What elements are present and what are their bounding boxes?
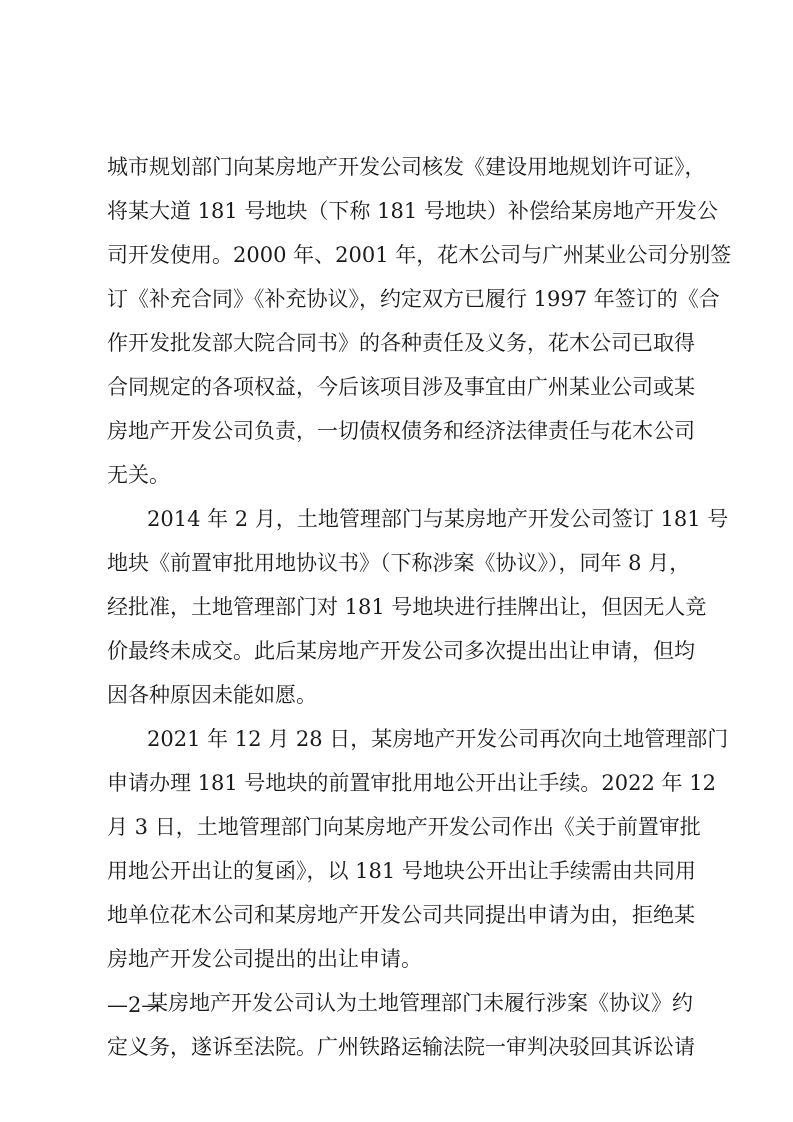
text-line: 房地产开发公司提出的出让申请。 bbox=[107, 947, 422, 971]
text-line: 作开发批发部大院合同书》的各种责任及义务，花木公司已取得 bbox=[107, 331, 695, 355]
text-line: 因各种原因未能如愿。 bbox=[107, 683, 317, 707]
text-line: 定义务，遂诉至法院。广州铁路运输法院一审判决驳回其诉讼请 bbox=[107, 1035, 695, 1059]
text-line: 用地公开出让的复函》，以 181 号地块公开出让手续需由共同用 bbox=[107, 859, 696, 883]
text-line: 2014 年 2 月，土地管理部门与某房地产开发公司签订 181 号 bbox=[147, 507, 729, 531]
text-line: 申请办理 181 号地块的前置审批用地公开出让手续。2022 年 12 bbox=[107, 771, 716, 795]
text-line: 地块《前置审批用地协议书》（下称涉案《协议》），同年 8 月， bbox=[107, 551, 691, 575]
text-line: 2021 年 12 月 28 日，某房地产开发公司再次向土地管理部门 bbox=[147, 727, 729, 751]
text-line: 地单位花木公司和某房地产开发公司共同提出申请为由，拒绝某 bbox=[107, 903, 695, 927]
text-line: 房地产开发公司负责，一切债权债务和经济法律责任与花木公司 bbox=[107, 419, 695, 443]
text-line: 无关。 bbox=[107, 463, 170, 487]
text-line: 经批准，土地管理部门对 181 号地块进行挂牌出让，但因无人竞 bbox=[107, 595, 707, 619]
page-number: —2— bbox=[107, 993, 163, 1017]
text-line: 订《补充合同》《补充协议》，约定双方已履行 1997 年签订的《合 bbox=[107, 287, 720, 311]
text-line: 城市规划部门向某房地产开发公司核发《建设用地规划许可证》， bbox=[107, 155, 706, 179]
text-line: 某房地产开发公司认为土地管理部门未履行涉案《协议》约 bbox=[147, 991, 693, 1015]
text-line: 月 3 日，土地管理部门向某房地产开发公司作出《关于前置审批 bbox=[107, 815, 701, 839]
text-line: 合同规定的各项权益，今后该项目涉及事宜由广州某业公司或某 bbox=[107, 375, 695, 399]
text-line: 价最终未成交。此后某房地产开发公司多次提出出让申请，但均 bbox=[107, 639, 695, 663]
text-line: 司开发使用。2000 年、2001 年，花木公司与广州某业公司分别签 bbox=[107, 243, 732, 267]
text-line: 将某大道 181 号地块（下称 181 号地块）补偿给某房地产开发公 bbox=[107, 199, 718, 223]
